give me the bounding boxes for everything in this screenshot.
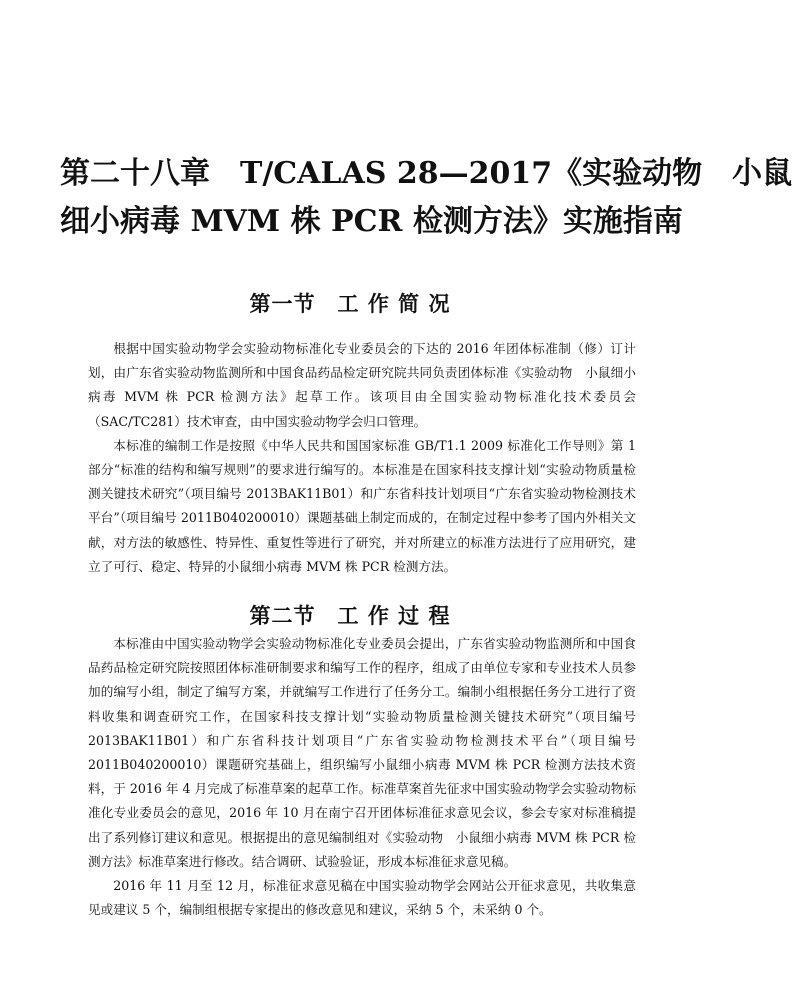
- section-2-body: [88, 632, 636, 922]
- chapter-title: [60, 150, 792, 246]
- section-2-heading: 第二节 工 作 过 程: [249, 604, 451, 628]
- chapter-title-line-1: 第二十八章 T/CALAS 28—2017《实验动物 小鼠: [60, 156, 792, 191]
- section-1-heading: 第一节 工 作 简 况: [249, 292, 451, 316]
- section-2-paragraph-1: 本标准由中国实验动物学会实验动物标准化专业委员会提出，广东省实验动物监测所和中国食品药品检定研究院按照团体标准研制要求和编写工作的程序，组成了由单位专家和专业技术人员参加的编写小组，制定了编写方案，并就编写工作进行了任务分工。编制小组根据任务分工进行了资料收集和调查研究工作，在国家科技支撑计划“实验动物质量检测关键技术研究”（项目编号 2013BAK11B01）和广东省科技计划项目“广东省实验动物检测技术平台”（项目编号 2011B040200010）课题研究基础上，组织编写小鼠细小病毒 MVM 株 PCR 检测方法技术资料，于 2016 年 4 月完成了标准草案的起草工作。标准草案首先征求中国实验动物学会实验动物标准化专业委员会的意见，2016 年 10 月在南宁召开团体标准征求意见会议，参会专家对标准稿提出了系列修订建议和意见。根据提出的意见编制组对《实验动物 小鼠细小病毒 MVM 株 PCR 检测方法》标准草案进行修改。结合调研、试验验证，形成本标准征求意见稿。: [88, 636, 636, 869]
- chapter-title-line-2: 细小病毒 MVM 株 PCR 检测方法》实施指南: [60, 204, 683, 239]
- section-1-paragraph-2: 本标准的编制工作是按照《中华人民共和国国家标准 GB/T1.1 2009 标准化工作导则》第 1 部分“标准的结构和编写规则”的要求进行编写的。本标准是在国家科技支撑计划“实验动物质量检测关键技术研究”（项目编号 2013BAK11B01）和广东省科技计划项目“广东省实验动物检测技术平台”（项目编号 2011B040200010）课题基础上制定而成的，在制定过程中参考了国内外相关文献，对方法的敏感性、特异性、重复性等进行了研究，并对所建立的标准方法进行了应用研究，建立了可行、稳定、特异的小鼠细小病毒 MVM 株 PCR 检测方法。: [88, 437, 636, 574]
- section-2-paragraph-2: 2016 年 11 月至 12 月，标准征求意见稿在中国实验动物学会网站公开征求意见，共收集意见或建议 5 个，编制组根据专家提出的修改意见和建议，采纳 5 个，未采纳 0 个。: [88, 878, 636, 918]
- section-1-paragraph-1: 根据中国实验动物学会实验动物标准化专业委员会的下达的 2016 年团体标准制（修）订计划，由广东省实验动物监测所和中国食品药品检定研究院共同负责团体标准《实验动物 小鼠细小病毒 MVM 株 PCR 检测方法》起草工作。该项目由全国实验动物标准化技术委员会（SAC/TC281）技术审查，由中国实验动物学会归口管理。: [88, 341, 636, 429]
- section-1-body: [88, 337, 636, 579]
